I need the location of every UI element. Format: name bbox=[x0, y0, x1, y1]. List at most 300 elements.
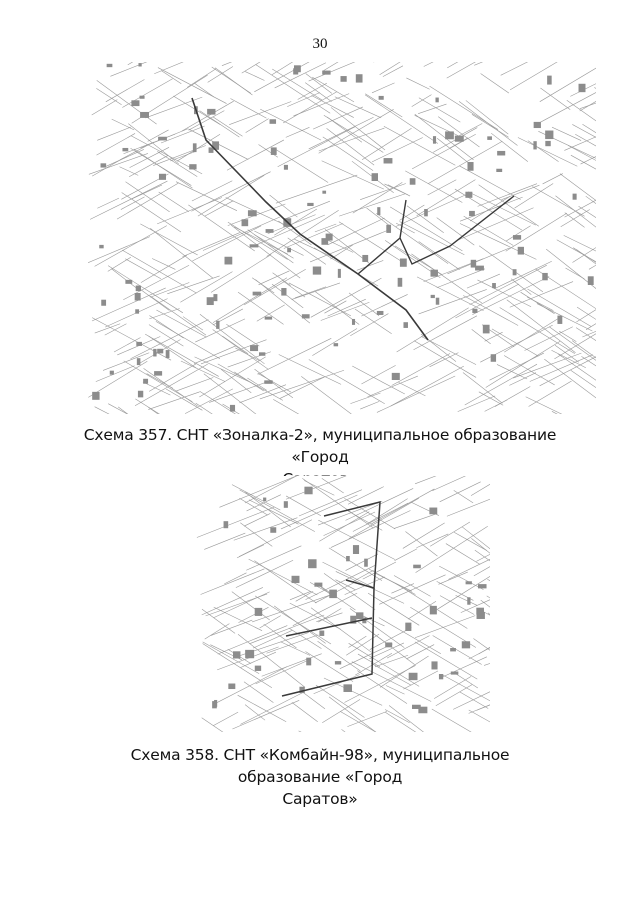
parcel-line bbox=[323, 137, 373, 171]
parcel-line bbox=[471, 476, 490, 496]
building-block bbox=[214, 700, 217, 707]
parcel-line bbox=[463, 295, 518, 325]
parcel-line bbox=[242, 62, 276, 73]
parcel-line bbox=[501, 62, 574, 75]
parcel-line bbox=[309, 62, 387, 81]
building-block bbox=[207, 109, 215, 115]
parcel-line bbox=[479, 392, 503, 405]
building-block bbox=[545, 131, 553, 140]
parcel-line bbox=[328, 240, 353, 252]
building-block bbox=[513, 269, 517, 275]
parcel-line bbox=[117, 183, 178, 219]
building-block bbox=[362, 255, 368, 262]
building-block bbox=[255, 666, 261, 671]
parcel-line bbox=[417, 534, 449, 548]
parcel-line bbox=[479, 246, 543, 292]
parcel-line bbox=[479, 185, 539, 227]
building-block bbox=[224, 521, 229, 528]
building-block bbox=[478, 584, 487, 588]
parcel-line bbox=[199, 357, 265, 397]
parcel-line bbox=[255, 596, 331, 644]
parcel-line bbox=[279, 354, 341, 384]
parcel-line bbox=[316, 613, 342, 622]
building-block bbox=[433, 136, 436, 144]
parcel-line bbox=[95, 324, 120, 333]
building-block bbox=[92, 392, 99, 400]
parcel-line bbox=[161, 126, 205, 143]
building-block bbox=[284, 165, 288, 170]
building-block bbox=[356, 612, 363, 619]
parcel-line bbox=[528, 141, 559, 162]
page-number: 30 bbox=[312, 36, 328, 52]
building-block bbox=[138, 391, 143, 398]
building-block bbox=[409, 673, 418, 680]
parcel-line bbox=[465, 364, 537, 405]
building-block bbox=[431, 270, 438, 277]
parcel-line bbox=[292, 702, 318, 721]
parcel-line bbox=[281, 495, 357, 529]
parcel-line bbox=[274, 209, 317, 235]
parcel-line bbox=[148, 392, 199, 410]
parcel-line bbox=[302, 478, 373, 528]
parcel-line bbox=[305, 652, 353, 682]
parcel-line bbox=[123, 265, 189, 300]
building-block bbox=[250, 244, 259, 247]
building-block bbox=[225, 257, 233, 265]
territory-boundary bbox=[358, 200, 406, 274]
parcel-line bbox=[183, 317, 203, 331]
building-block bbox=[159, 174, 166, 180]
building-block bbox=[329, 590, 337, 598]
parcel-line bbox=[437, 269, 485, 288]
parcel-line bbox=[201, 569, 265, 595]
parcel-line bbox=[540, 348, 596, 386]
building-block bbox=[319, 631, 324, 636]
building-block bbox=[302, 314, 310, 318]
parcel-line bbox=[232, 700, 299, 729]
parcel-line bbox=[335, 97, 381, 118]
parcel-line bbox=[385, 710, 410, 723]
parcel-line bbox=[453, 683, 490, 709]
parcel-line bbox=[447, 62, 499, 78]
parcel-line bbox=[491, 133, 528, 161]
parcel-line bbox=[234, 227, 287, 254]
parcel-line bbox=[372, 83, 395, 93]
building-block bbox=[193, 143, 197, 152]
building-block bbox=[418, 707, 427, 714]
parcel-line bbox=[437, 138, 470, 164]
parcel-line bbox=[328, 218, 385, 245]
building-block bbox=[346, 556, 350, 561]
parcel-line bbox=[166, 389, 202, 410]
parcel-line bbox=[244, 513, 270, 526]
figure-caption-358 bbox=[80, 744, 560, 810]
building-block bbox=[513, 235, 521, 240]
parcel-line bbox=[88, 237, 150, 263]
parcel-line bbox=[375, 573, 412, 591]
parcel-line bbox=[255, 280, 309, 324]
parcel-line bbox=[396, 192, 471, 226]
parcel-line bbox=[204, 533, 245, 549]
parcel-line bbox=[455, 673, 478, 688]
building-block bbox=[547, 76, 552, 85]
parcel-line bbox=[92, 318, 171, 361]
parcel-line bbox=[314, 248, 378, 286]
building-block bbox=[294, 65, 301, 72]
building-block bbox=[154, 371, 162, 376]
building-block bbox=[136, 342, 142, 346]
parcel-line bbox=[564, 235, 596, 261]
parcel-line bbox=[504, 317, 561, 353]
parcel-line bbox=[406, 645, 434, 659]
building-block bbox=[110, 371, 114, 375]
parcel-line bbox=[365, 94, 402, 117]
building-block bbox=[136, 286, 141, 292]
parcel-line bbox=[140, 224, 197, 255]
parcel-line bbox=[380, 62, 422, 75]
building-block bbox=[384, 158, 393, 163]
parcel-line bbox=[314, 674, 360, 693]
building-block bbox=[435, 98, 438, 103]
parcel-line bbox=[571, 370, 596, 414]
building-block bbox=[392, 373, 400, 380]
parcel-line bbox=[470, 196, 510, 221]
building-block bbox=[157, 349, 163, 354]
building-block bbox=[469, 211, 475, 216]
parcel-line bbox=[120, 167, 139, 176]
parcel-line bbox=[260, 616, 281, 628]
building-block bbox=[189, 164, 196, 169]
parcel-line bbox=[309, 359, 385, 403]
parcel-line bbox=[472, 277, 549, 315]
parcel-line bbox=[122, 192, 181, 232]
parcel-line bbox=[414, 341, 476, 378]
parcel-line bbox=[360, 184, 406, 200]
parcel-line bbox=[412, 134, 476, 169]
parcel-line bbox=[576, 309, 596, 322]
parcel-line bbox=[357, 260, 383, 270]
parcel-line bbox=[428, 180, 457, 195]
parcel-line bbox=[244, 682, 273, 703]
building-block bbox=[364, 559, 368, 567]
parcel-line bbox=[194, 346, 236, 364]
building-block bbox=[158, 137, 167, 141]
building-block bbox=[242, 219, 249, 226]
parcel-line bbox=[286, 476, 356, 499]
parcel-line bbox=[306, 74, 332, 94]
building-block bbox=[207, 297, 214, 305]
parcel-line bbox=[486, 341, 560, 387]
parcel-line bbox=[312, 77, 354, 102]
parcel-line bbox=[481, 74, 509, 94]
parcel-line bbox=[552, 127, 581, 140]
parcel-line bbox=[571, 155, 596, 172]
parcel-line bbox=[149, 325, 183, 347]
parcel-line bbox=[438, 572, 467, 584]
parcel-line bbox=[275, 149, 328, 183]
building-block bbox=[313, 267, 321, 275]
building-block bbox=[403, 322, 407, 328]
parcel-line bbox=[372, 137, 423, 161]
building-block bbox=[534, 122, 541, 128]
parcel-line bbox=[183, 233, 240, 257]
building-block bbox=[306, 658, 311, 666]
cadastral-map-zonalka-2 bbox=[88, 62, 596, 414]
building-block bbox=[491, 354, 496, 362]
building-block bbox=[429, 508, 437, 515]
building-block bbox=[467, 597, 470, 604]
parcel-line bbox=[489, 353, 543, 380]
parcel-line bbox=[96, 88, 121, 104]
parcel-line bbox=[209, 380, 271, 402]
parcel-line bbox=[479, 635, 490, 654]
building-block bbox=[250, 345, 258, 351]
parcel-line bbox=[433, 636, 482, 665]
building-block bbox=[228, 684, 235, 690]
map-scheme-357 bbox=[88, 62, 596, 414]
parcel-line bbox=[188, 205, 254, 251]
parcel-line bbox=[348, 636, 366, 647]
building-block bbox=[304, 487, 312, 495]
building-block bbox=[338, 269, 341, 278]
parcel-line bbox=[395, 549, 417, 561]
parcel-line bbox=[213, 117, 243, 137]
parcel-line bbox=[128, 62, 193, 65]
building-block bbox=[213, 294, 217, 301]
building-block bbox=[557, 316, 562, 324]
parcel-line bbox=[462, 527, 490, 565]
parcel-line bbox=[224, 573, 246, 584]
parcel-line bbox=[157, 151, 197, 176]
parcel-line bbox=[260, 370, 344, 399]
building-block bbox=[377, 207, 380, 215]
parcel-line bbox=[339, 222, 406, 264]
parcel-line bbox=[176, 377, 213, 391]
parcel-line bbox=[232, 592, 270, 620]
building-block bbox=[340, 76, 346, 82]
parcel-line bbox=[507, 300, 576, 353]
building-block bbox=[465, 192, 472, 198]
parcel-line bbox=[258, 338, 332, 374]
parcel-line bbox=[213, 712, 238, 726]
parcel-line bbox=[446, 544, 480, 565]
parcel-line bbox=[126, 182, 170, 212]
parcel-line bbox=[544, 359, 596, 409]
building-block bbox=[436, 298, 439, 305]
parcel-line bbox=[375, 655, 408, 667]
parcel-line bbox=[108, 257, 131, 271]
parcel-line bbox=[380, 656, 429, 687]
parcel-line bbox=[153, 146, 206, 166]
parcel-line bbox=[454, 532, 487, 550]
parcel-line bbox=[222, 62, 272, 66]
building-block bbox=[107, 64, 113, 67]
parcel-line bbox=[131, 185, 162, 199]
parcel-line bbox=[270, 195, 298, 217]
parcel-line bbox=[289, 628, 322, 649]
building-block bbox=[450, 648, 456, 651]
parcel-line bbox=[391, 366, 464, 406]
building-block bbox=[245, 650, 254, 658]
parcel-line bbox=[568, 145, 596, 162]
building-block bbox=[314, 583, 322, 587]
parcel-line bbox=[211, 254, 271, 292]
parcel-line bbox=[202, 718, 244, 732]
parcel-line bbox=[341, 729, 383, 732]
building-block bbox=[281, 288, 286, 296]
building-block bbox=[377, 311, 384, 315]
building-block bbox=[216, 321, 219, 329]
parcel-line bbox=[192, 226, 261, 261]
parcel-line bbox=[145, 97, 202, 118]
parcel-line bbox=[441, 657, 487, 678]
parcel-line bbox=[388, 185, 410, 196]
building-block bbox=[400, 259, 407, 267]
parcel-line bbox=[211, 620, 253, 636]
parcel-line bbox=[447, 62, 522, 68]
parcel-line bbox=[195, 357, 252, 383]
parcel-line bbox=[150, 283, 189, 298]
parcel-line bbox=[298, 83, 327, 99]
building-block bbox=[233, 651, 240, 658]
parcel-line bbox=[385, 712, 460, 732]
parcel-line bbox=[485, 400, 508, 411]
parcel-line bbox=[581, 127, 596, 164]
building-block bbox=[140, 112, 149, 118]
building-block bbox=[542, 273, 547, 280]
parcel-line bbox=[273, 399, 332, 414]
parcel-line bbox=[554, 326, 596, 359]
building-block bbox=[270, 527, 276, 533]
building-block bbox=[462, 641, 470, 648]
parcel-line bbox=[272, 284, 303, 308]
parcel-line bbox=[558, 354, 596, 385]
parcel-line bbox=[319, 512, 369, 542]
building-block bbox=[266, 229, 274, 233]
caption-line: Схема 358. СНТ «Комбайн-98», муниципальное образование «Город bbox=[130, 746, 510, 786]
parcel-line bbox=[417, 277, 484, 311]
parcel-line bbox=[469, 710, 490, 732]
building-block bbox=[131, 100, 139, 106]
building-block bbox=[451, 672, 459, 675]
building-block bbox=[264, 380, 272, 383]
parcel-line bbox=[302, 692, 325, 709]
parcel-line bbox=[454, 490, 473, 502]
parcel-line bbox=[246, 119, 269, 133]
parcel-line bbox=[203, 644, 272, 688]
building-block bbox=[335, 661, 341, 664]
parcel-line bbox=[97, 133, 136, 155]
parcel-line bbox=[329, 697, 385, 732]
parcel-line bbox=[428, 141, 502, 183]
parcel-line bbox=[555, 196, 596, 250]
parcel-line bbox=[249, 559, 318, 595]
parcel-line bbox=[521, 292, 555, 314]
building-block bbox=[430, 606, 437, 615]
parcel-line bbox=[352, 662, 431, 702]
building-block bbox=[413, 565, 421, 569]
parcel-line bbox=[278, 127, 356, 167]
parcel-line bbox=[460, 197, 523, 221]
parcel-line bbox=[506, 213, 567, 251]
parcel-line bbox=[586, 313, 596, 329]
parcel-line bbox=[187, 69, 216, 88]
building-block bbox=[385, 642, 392, 647]
parcel-line bbox=[383, 66, 403, 77]
parcel-line bbox=[552, 411, 591, 414]
parcel-line bbox=[245, 705, 265, 721]
parcel-line bbox=[530, 355, 593, 382]
parcel-line bbox=[245, 476, 303, 503]
building-block bbox=[343, 684, 352, 692]
building-block bbox=[445, 131, 454, 139]
building-block bbox=[263, 498, 266, 501]
parcel-line bbox=[526, 397, 572, 414]
building-block bbox=[308, 559, 316, 568]
parcel-line bbox=[312, 329, 357, 356]
parcel-line bbox=[567, 100, 596, 147]
parcel-line bbox=[200, 314, 265, 364]
parcel-line bbox=[286, 496, 321, 516]
building-block bbox=[431, 661, 437, 669]
parcel-line bbox=[200, 391, 258, 414]
parcel-line bbox=[532, 186, 584, 216]
building-block bbox=[398, 278, 403, 287]
parcel-line bbox=[262, 654, 322, 677]
building-block bbox=[101, 163, 107, 167]
building-block bbox=[153, 349, 156, 357]
parcel-line bbox=[367, 499, 408, 525]
building-block bbox=[588, 276, 594, 285]
parcel-line bbox=[170, 152, 194, 161]
parcel-line bbox=[543, 174, 563, 184]
parcel-line bbox=[448, 556, 490, 580]
parcel-line bbox=[560, 174, 596, 206]
parcel-line bbox=[92, 100, 118, 115]
building-block bbox=[135, 293, 141, 301]
parcel-line bbox=[112, 119, 134, 130]
parcel-line bbox=[135, 364, 208, 406]
parcel-line bbox=[245, 72, 264, 81]
parcel-line bbox=[189, 111, 225, 131]
parcel-line bbox=[377, 376, 455, 412]
building-block bbox=[99, 245, 103, 248]
building-block bbox=[573, 194, 577, 200]
caption-line: Саратов» bbox=[282, 790, 358, 808]
parcel-line bbox=[576, 328, 596, 346]
parcel-line bbox=[350, 314, 388, 336]
building-block bbox=[265, 317, 272, 320]
parcel-line bbox=[289, 283, 351, 316]
parcel-line bbox=[238, 634, 305, 687]
building-block bbox=[140, 96, 145, 99]
building-block bbox=[270, 119, 277, 124]
parcel-line bbox=[96, 366, 135, 382]
parcel-line bbox=[424, 62, 499, 67]
parcel-line bbox=[324, 678, 382, 705]
parcel-line bbox=[205, 624, 230, 639]
parcel-line bbox=[214, 667, 287, 705]
parcel-line bbox=[240, 523, 272, 547]
parcel-line bbox=[108, 404, 180, 414]
parcel-line bbox=[572, 124, 596, 146]
parcel-line bbox=[349, 643, 420, 686]
parcel-line bbox=[561, 210, 590, 227]
parcel-line bbox=[399, 221, 464, 254]
parcel-line bbox=[253, 630, 293, 648]
parcel-line bbox=[234, 518, 298, 541]
parcel-line bbox=[481, 600, 490, 639]
